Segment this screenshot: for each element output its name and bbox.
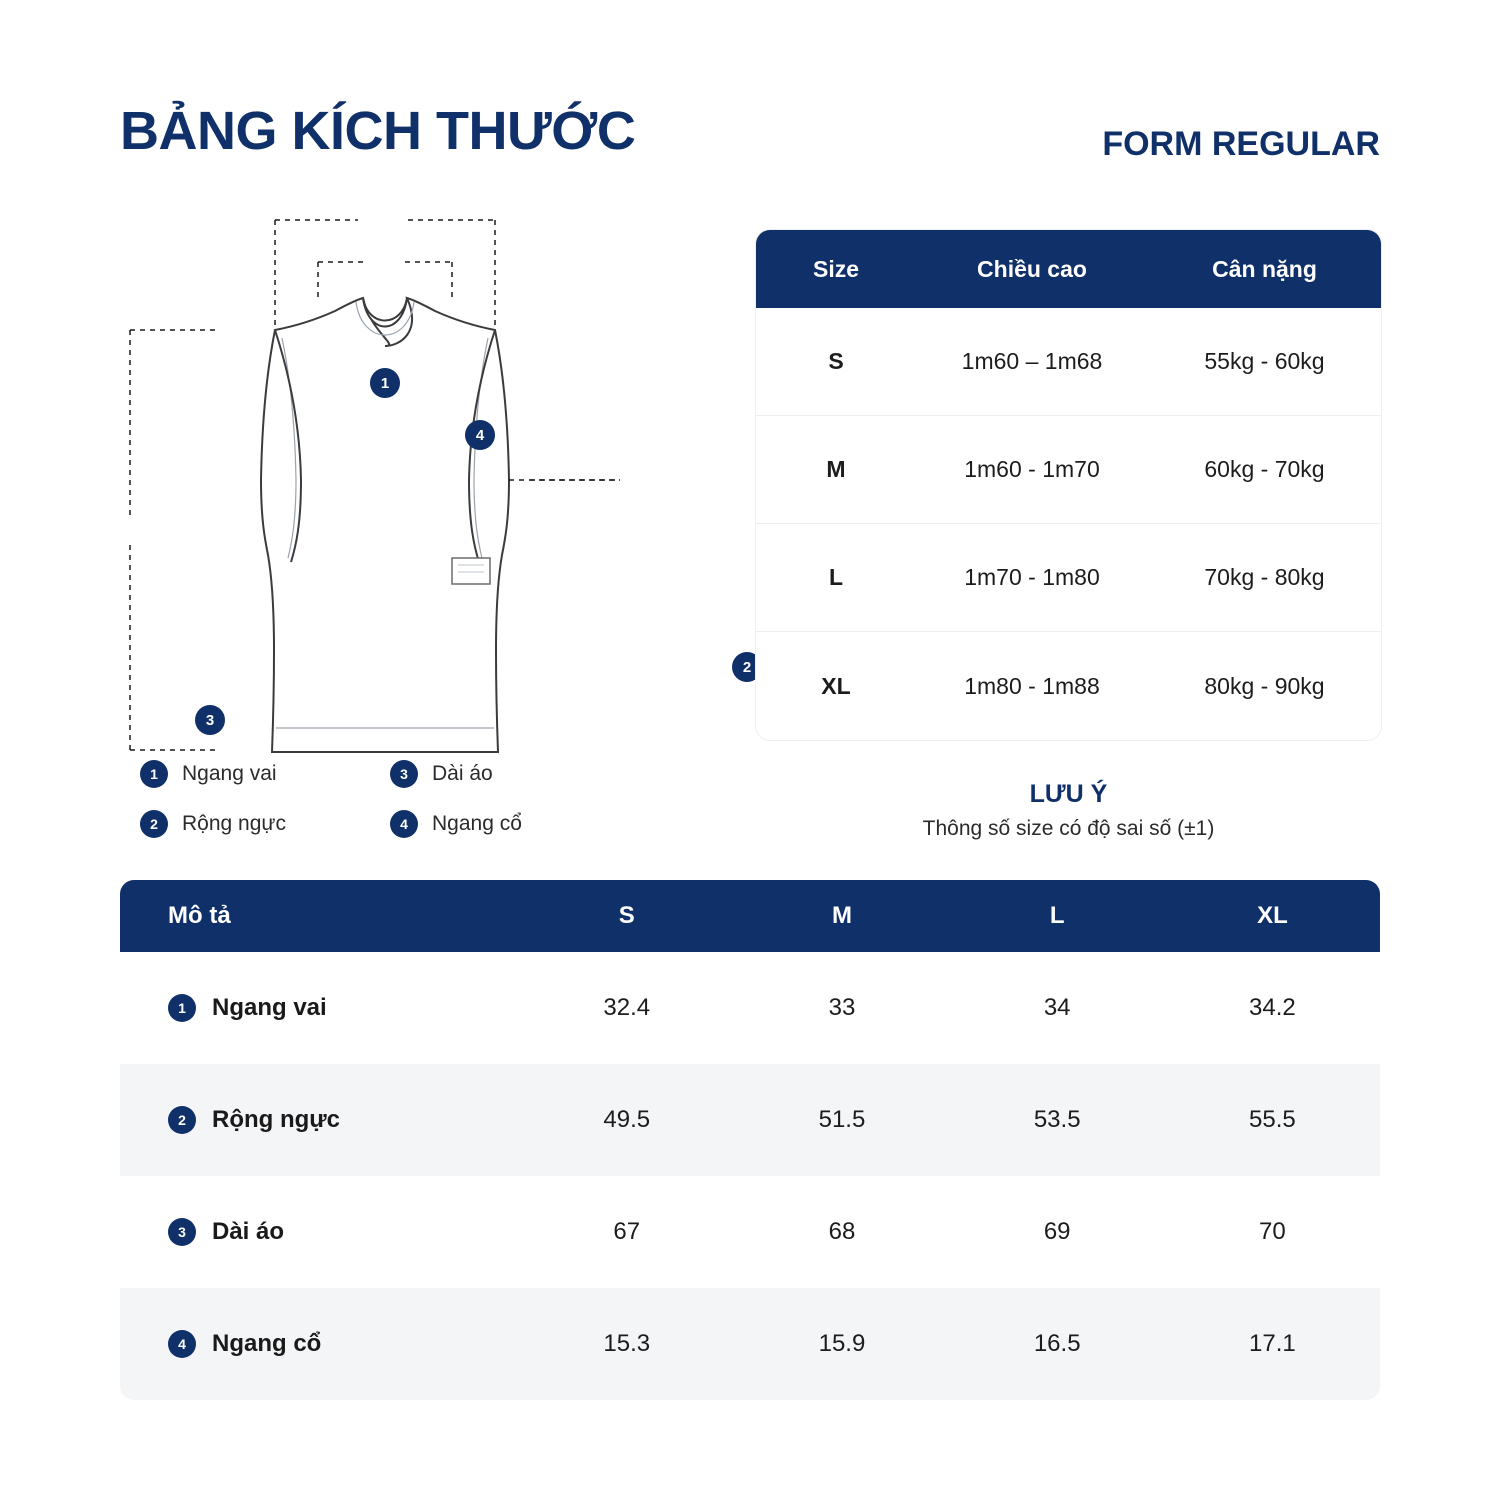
cell-weight: 55kg - 60kg (1204, 348, 1325, 374)
legend-item-rong-nguc (140, 810, 390, 838)
legend (140, 760, 720, 860)
cell-height: 1m80 - 1m88 (964, 672, 1100, 699)
table-row (756, 308, 1381, 416)
table-row (756, 524, 1381, 632)
legend-label: Rộng ngực (182, 812, 286, 835)
row-label: Rộng ngực (212, 1106, 341, 1133)
cell-xl: 17.1 (1249, 1330, 1296, 1357)
note-text: Thông số size có độ sai số (±1) (922, 817, 1215, 840)
form-label: FORM REGULAR (1102, 125, 1380, 163)
row-label: Dài áo (212, 1218, 285, 1245)
cell-weight: 80kg - 90kg (1204, 672, 1325, 699)
column-header-height: Chiều cao (977, 255, 1087, 282)
column-header-s: S (618, 902, 635, 929)
legend-badge-3: 3 (390, 760, 418, 788)
legend-item-ngang-co (390, 810, 640, 838)
legend-row (140, 760, 720, 788)
table-row (120, 952, 1380, 1064)
cell-s: 49.5 (603, 1106, 651, 1133)
cell-description (120, 1218, 519, 1246)
page-title: BẢNG KÍCH THƯỚC (120, 101, 636, 161)
cell-weight: 60kg - 70kg (1204, 456, 1325, 482)
cell-size: M (826, 456, 846, 482)
size-recommendation-table (756, 230, 1381, 740)
row-label: Ngang cổ (212, 1330, 322, 1357)
cell-s: 15.3 (603, 1330, 651, 1357)
garment-illustration (100, 180, 752, 780)
cell-xl: 34.2 (1249, 994, 1296, 1021)
note-block (756, 780, 1381, 841)
row-badge-3: 3 (168, 1218, 196, 1246)
table-row (120, 1064, 1380, 1176)
cell-description (120, 994, 519, 1022)
table-header-row (756, 230, 1381, 308)
legend-badge-4: 4 (390, 810, 418, 838)
column-header-m: M (831, 902, 852, 929)
note-title: LƯU Ý (1029, 780, 1108, 808)
marker-2: 2 (732, 652, 762, 682)
row-badge-2: 2 (168, 1106, 196, 1134)
cell-l: 53.5 (1033, 1106, 1081, 1133)
marker-1: 1 (370, 368, 400, 398)
cell-description (120, 1106, 519, 1134)
legend-label: Ngang cổ (432, 812, 522, 835)
legend-row (140, 810, 720, 838)
cell-height: 1m60 - 1m70 (964, 456, 1100, 482)
cell-size: S (828, 348, 844, 374)
table-row (756, 416, 1381, 524)
cell-m: 51.5 (818, 1106, 866, 1133)
row-label: Ngang vai (212, 994, 327, 1021)
cell-m: 33 (828, 994, 856, 1021)
legend-badge-2: 2 (140, 810, 168, 838)
cell-m: 68 (828, 1218, 856, 1245)
row-badge-1: 1 (168, 994, 196, 1022)
legend-label: Dài áo (432, 762, 493, 785)
legend-badge-1: 1 (140, 760, 168, 788)
table-header-row (120, 880, 1380, 952)
column-header-description: Mô tả (168, 902, 231, 929)
legend-item-dai-ao (390, 760, 640, 788)
column-header-xl: XL (1257, 902, 1288, 929)
row-badge-4: 4 (168, 1330, 196, 1358)
cell-l: 34 (1043, 994, 1071, 1021)
column-header-l: L (1049, 902, 1065, 929)
cell-xl: 55.5 (1249, 1106, 1296, 1133)
column-header-weight: Cân nặng (1212, 255, 1317, 282)
legend-label: Ngang vai (182, 762, 277, 785)
cell-s: 32.4 (603, 994, 651, 1021)
cell-weight: 70kg - 80kg (1204, 564, 1325, 590)
cell-l: 16.5 (1033, 1330, 1081, 1357)
measurement-table (120, 880, 1380, 1400)
table-row (120, 1288, 1380, 1400)
cell-size: XL (821, 672, 851, 699)
column-header-size: Size (812, 255, 860, 282)
cell-s: 67 (613, 1218, 641, 1245)
cell-height: 1m60 – 1m68 (961, 348, 1103, 374)
table-row (120, 1176, 1380, 1288)
legend-item-ngang-vai (140, 760, 390, 788)
table-row (756, 632, 1381, 740)
marker-3: 3 (195, 705, 225, 735)
cell-size: L (828, 564, 844, 590)
marker-4: 4 (465, 420, 495, 450)
cell-xl: 70 (1259, 1218, 1286, 1245)
cell-m: 15.9 (818, 1330, 866, 1357)
cell-l: 69 (1043, 1218, 1071, 1245)
cell-height: 1m70 - 1m80 (964, 564, 1100, 590)
cell-description (120, 1330, 519, 1358)
